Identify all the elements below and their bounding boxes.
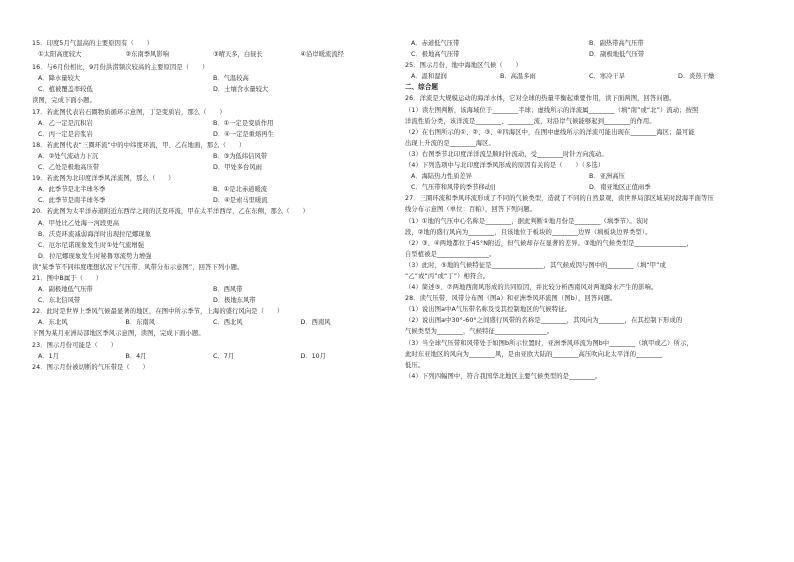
instruction-text: 读图，完成下面小题。 — [32, 97, 96, 105]
question-17-stem: 17．若此图代表岩石圈物质循环示意图，丁是变质岩，那么（ ） — [32, 108, 226, 116]
option[interactable]: C．此季节是南半球冬季 — [38, 197, 106, 205]
question-18-stem: 18．若此图代表“三圈环流”中的中纬度环流，甲、乙在地面，那么（ ） — [32, 141, 246, 149]
question-27-line: 27．三圈环流和季风环流形成了不同的气候类型，造就了不同的自然景观，读世界局部区域某时段海平面等压 — [405, 195, 714, 203]
question-25-stem: 25．图示月份，地中海地区气候（ ） — [405, 62, 522, 70]
question-27-line: （1）①地的气压中心名称是________，据此判断①地月份是________（填季节）。该时 — [405, 217, 649, 225]
question-16-options — [32, 73, 388, 84]
option[interactable]: A．乙一定是沉积岩 — [38, 119, 93, 127]
right-column — [405, 38, 767, 382]
option[interactable]: C．气压带和风带的季节移动|| — [411, 184, 496, 192]
question-25-options — [405, 71, 767, 82]
question-17-options — [32, 129, 388, 140]
question-19-options — [32, 195, 388, 206]
option[interactable]: C．厄尔尼诺现象发生时①处气流增强 — [38, 241, 145, 249]
question-27-line: 段，②地的盛行风向为________，且该地位于板块的________边界（填板块边界类型）。 — [405, 228, 652, 236]
question-22-options — [32, 317, 388, 328]
question-26-line: （1）读左图判断，该海域位于________半球；虚线所示的洋流属________（填“南”或“北”）流动；按照 — [405, 106, 699, 114]
question-28-line: 低压。 — [405, 361, 425, 369]
left-column — [32, 38, 388, 373]
question-21-stem: 21．图中B属于（ ） — [32, 274, 103, 282]
option[interactable]: B．气温较高 — [213, 75, 249, 83]
option[interactable]: B．沃克环流减弱海洋时出现拉尼娜现象 — [38, 230, 152, 238]
question-24-stem: 24．图示月份被切断的气压带是（ ） — [32, 363, 149, 371]
option[interactable]: C．植被覆盖率较低 — [38, 86, 93, 94]
option[interactable]: D．10月 — [300, 352, 326, 360]
option[interactable]: D．④一定是重熔再生 — [213, 130, 274, 138]
option[interactable]: B．东南风 — [125, 319, 156, 327]
question-24-options — [405, 49, 767, 60]
option[interactable]: B．高温多雨 — [500, 73, 536, 81]
option[interactable]: C．极地高气压带 — [411, 51, 460, 59]
instruction-text: 读“某季节不同纬度理想状况下气压带、风带分布示意图”，回答下列小题。 — [32, 263, 244, 271]
question-26-line: 26．洋流是大规模运动的海洋水体，它对全球的热量平衡起重要作用，读下面两图，回答问题。 — [405, 95, 676, 103]
option[interactable]: A．②处气流动力下沉 — [38, 152, 99, 160]
option[interactable]: A．赤道低气压带 — [411, 40, 460, 47]
question-18-options — [32, 151, 388, 162]
option[interactable]: A．降水量较大 — [38, 75, 81, 83]
option[interactable]: B．4月 — [125, 352, 147, 360]
option[interactable]: D．西南风 — [300, 319, 331, 327]
option[interactable]: D．南亚地区正值雨季 — [589, 184, 651, 192]
option[interactable]: B．亚洲高压 — [589, 173, 625, 181]
question-23-options — [32, 351, 388, 362]
option[interactable]: D．拉尼娜现象发生时秘鲁寒流势力增强 — [38, 252, 152, 260]
question-16-options — [32, 84, 388, 95]
option[interactable]: B．西风带 — [213, 286, 243, 294]
option[interactable]: C．丙一定是岩浆岩 — [38, 130, 93, 138]
option[interactable]: A．此季节是北半球冬季 — [38, 186, 106, 194]
question-17-options — [32, 118, 388, 129]
option[interactable]: B．副热带高气压带 — [589, 40, 644, 47]
option[interactable]: C．西北风 — [213, 319, 243, 327]
question-28-line: （4）下列四幅图中，符合我国华北地区主要气候类型的是________。 — [405, 372, 602, 380]
question-18-options — [32, 162, 388, 173]
question-26-line: （3）右图季节北印度洋洋流呈顺时针流动，受________时针方向流动。 — [405, 150, 608, 158]
option[interactable]: A．海陆热力性质差异 — [411, 173, 472, 181]
question-27-line: （2）③、④两地都位于45°N附近，但气候却存在显著的差异。③地的气候类型是________________， — [405, 239, 693, 247]
option[interactable]: D．甲处多台风雨 — [213, 164, 262, 172]
question-27-line: （3）此时，⑤地的气候特征是________________，其气候成因与图中的________（填“甲”或 — [405, 261, 666, 269]
option[interactable]: B．③为低纬信风带 — [213, 152, 268, 160]
question-27-line: “乙”或“丙”或“丁”）相符合。 — [405, 272, 490, 280]
question-27-line: 线分布示意图（单位：百帕），回答下列问题。 — [405, 206, 537, 214]
option[interactable]: D．炎热干燥 — [678, 73, 715, 81]
question-28-line: 28．读气压带、风带分布图（图a）和亚洲季风环流图（图b），回答问题。 — [405, 295, 617, 303]
question-26-line: 出现上升流的是________海区。 — [405, 139, 495, 147]
question-28-line: 此时东亚地区的风向为________风，是由亚欧大陆的________高压吹向北太平洋的________ — [405, 350, 663, 358]
option[interactable]: B．①是北赤道暖流 — [213, 186, 268, 194]
question-22-stem: 22．此时是世界上季风气候最显著的地区，在图中所示季节，上海的盛行风向是（ ） — [32, 308, 284, 316]
question-26-line: （2）在右图所示的①、②、③、④四海区中，在图中虚线所示的洋流可能出现在________海区；最可能 — [405, 128, 695, 136]
option[interactable]: ③晴天多，白昼长 — [213, 51, 263, 59]
option[interactable]: C．乙处是极地高压带 — [38, 164, 100, 172]
option[interactable]: D．土壤含水量较大 — [213, 86, 269, 94]
option[interactable]: A．副极地低气压带 — [38, 286, 93, 294]
option[interactable]: A．温和湿润 — [411, 73, 447, 81]
option[interactable]: C．7月 — [213, 352, 234, 360]
option[interactable]: A．甲处比乙处海一河段更高 — [38, 219, 120, 227]
option[interactable]: C．东北信风带 — [38, 297, 81, 305]
section-title: 二、综合题 — [405, 83, 438, 92]
question-15-stem: 15．印度5月气温高的主要原因有（ ） — [32, 40, 154, 47]
option[interactable]: ①太阳高度较大 — [38, 51, 82, 59]
question-16-stem: 16．与6月份相比，9月份洪涝频次较高的主要原因是（ ） — [32, 64, 209, 72]
question-27-line: （4）简述⑤、⑦两地西南风形成的共同原因，并比较分析西南风对两地降水产生的影响。 — [405, 284, 658, 292]
option[interactable]: D．极地东风带 — [213, 297, 256, 305]
question-28-line: 气候类型为________，气候特征________________。 — [405, 328, 554, 336]
question-26-line: 洋流性质分类，该洋流是________、________流，对沿岸气候能够起到________的作用。 — [405, 117, 656, 125]
question-28-line: （2）说出图a中30°-60°之间盛行风带的名称是________，其风向为________，在其控制下形成的 — [405, 317, 683, 325]
question-26-line: （4）下列选项中与北印度洋季风形成的原因有关的是（ ）（多选） — [405, 162, 605, 170]
question-23-stem: 23．图示月份可能是（ ） — [32, 341, 117, 349]
question-21-options — [32, 295, 388, 306]
question-26-options — [405, 171, 767, 182]
option[interactable]: ②东南季风影响 — [125, 51, 169, 59]
option[interactable]: A．1月 — [38, 352, 59, 360]
option[interactable]: ④沿岸暖流流经 — [300, 51, 344, 59]
instruction-text: 下图为某月亚洲局部地区季风示意图，读图，完成下面小题。 — [32, 330, 205, 338]
question-19-options — [32, 184, 388, 195]
question-20-stem: 20．若此图为太平洋赤道附近东西岸之间的沃克环流，甲在太平洋西岸，乙在东侧，那么（ ） — [32, 208, 309, 216]
option[interactable]: C．寒冷干旱 — [589, 73, 625, 81]
option[interactable]: D．副极地低气压带 — [589, 51, 645, 59]
option[interactable]: D．④是索马里暖流 — [213, 197, 268, 205]
question-24-options — [405, 38, 767, 49]
question-15-options — [32, 49, 388, 60]
question-28-line: （3）当全球气压带和风带处于如图b所示位置时，亚洲季风环流为图b中________（填甲或乙）所示， — [405, 339, 693, 347]
question-27-line: 自型植被是________________。 — [405, 250, 496, 258]
question-26-options — [405, 182, 767, 193]
question-19-stem: 19．若此图为北印度洋季风洋流图，那么（ ） — [32, 175, 175, 183]
option[interactable]: A．东北风 — [38, 319, 68, 327]
question-28-line: （1）说出图a中A气压带名称及受其控制地区的气候特征。 — [405, 306, 571, 314]
option[interactable]: B．①一定是变质作用 — [213, 119, 274, 127]
question-21-options — [32, 284, 388, 295]
